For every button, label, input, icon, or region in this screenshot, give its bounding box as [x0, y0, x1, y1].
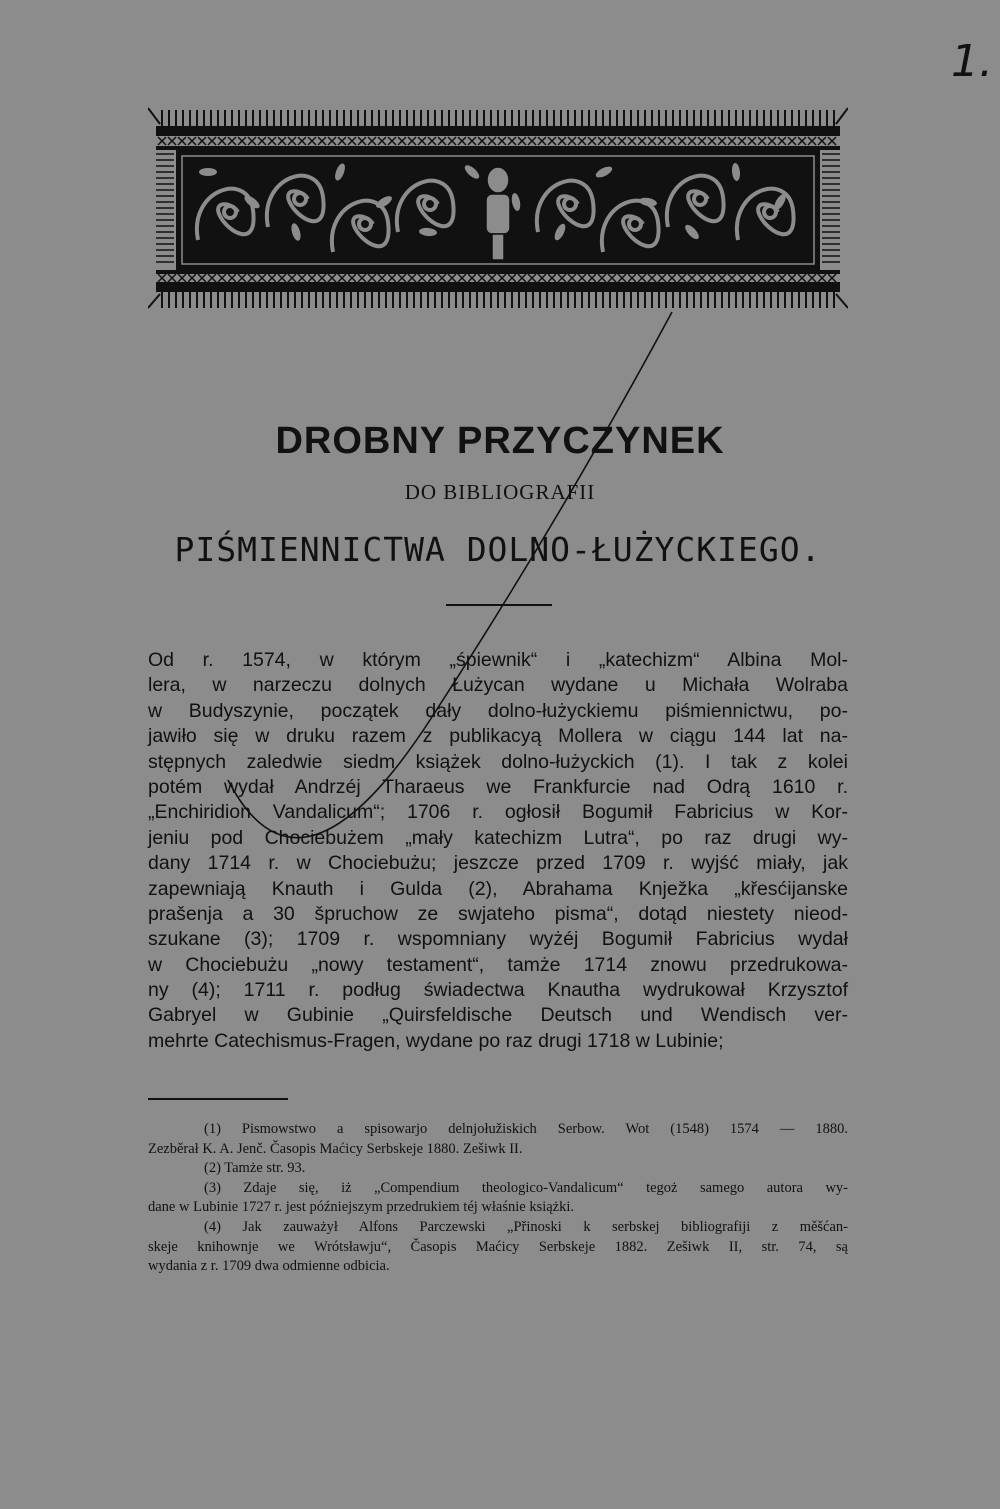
- body-line: lera, w narzeczu dolnych Łużycan wydane u Michała Wolraba: [148, 674, 848, 697]
- page-number: 1.: [951, 36, 993, 87]
- footnote-line: (2) Tamże str. 93.: [204, 1160, 306, 1177]
- title-line-three: PIŚMIENNICTWA DOLNO-ŁUŻYCKIEGO.: [174, 530, 822, 569]
- footnote-line: skeje knihownje we Wrótsławju“, Časopis Maćicy Serbskeje 1882. Zešiwk II, str. 74, są: [148, 1238, 848, 1255]
- ornamental-headpiece: [148, 102, 848, 314]
- body-line: prašenja a 30 špruchow ze swjateho pisma“, dotąd niestety nieod-: [148, 902, 848, 925]
- body-line: jawiło się w druku razem z publikacyą Mollera w ciągu 144 lat na-: [148, 725, 848, 748]
- footnote-line: Zezběrał K. A. Jenč. Časopis Maćicy Serbskeje 1880. Zešiwk II.: [148, 1140, 523, 1157]
- body-line: ny (4); 1711 r. podług świadectwa Knautha wydrukował Krzysztof: [148, 979, 848, 1002]
- body-line: „Enchiridion Vandalicum“; 1706 r. ogłosił Bogumił Fabricius w Kor-: [148, 801, 848, 824]
- title-divider: [446, 604, 552, 606]
- body-line: jeniu pod Chociebużem „mały katechizm Lutra“, po raz drugi wy-: [148, 826, 848, 849]
- body-line: dany 1714 r. w Chociebużu; jeszcze przed 1709 r. wyjść miały, jak: [148, 852, 848, 875]
- body-text: [148, 648, 848, 1054]
- body-line: szukane (3); 1709 r. wspomniany wyżéj Bogumił Fabricius wydał: [148, 928, 848, 951]
- body-line: stępnych zaledwie siedm książek dolno-łużyckich (1). I tak z kolei: [148, 750, 848, 773]
- footnote-line: (3) Zdaje się, iż „Compendium theologico-Vandalicum“ tegoż samego autora wy-: [204, 1179, 848, 1196]
- body-line: Od r. 1574, w którym „śpiewnik“ i „katechizm“ Albina Mol-: [148, 649, 848, 671]
- footnote-line: dane w Lubinie 1727 r. jest późniejszym przedrukiem téj właśnie książki.: [148, 1199, 575, 1216]
- footnote-divider: [148, 1098, 288, 1100]
- body-line: w Budyszynie, początek dały dolno-łużyckiemu piśmiennictwu, po-: [148, 699, 848, 722]
- body-line: mehrte Catechismus-Fragen, wydane po raz drugi 1718 w Lubinie;: [148, 1029, 724, 1052]
- footnotes: [148, 1120, 848, 1277]
- footnote-line: (4) Jak zauważył Alfons Parczewski „Přinoski k serbskej bibliografiji z měšćan-: [204, 1218, 848, 1235]
- subtitle: DO BIBLIOGRAFII: [404, 480, 596, 504]
- footnote-line: (1) Pismowstwo a spisowarjo delnjołužiskich Serbow. Wot (1548) 1574 — 1880.: [204, 1121, 848, 1137]
- body-line: zapewniają Knauth i Gulda (2), Abrahama Knježka „křesćijanske: [148, 877, 848, 900]
- body-line: w Chociebużu „nowy testament“, tamże 1714 znowu przedrukowa-: [148, 953, 848, 976]
- body-line: Gabryel w Gubinie „Quirsfeldische Deutsch und Wendisch ver-: [148, 1004, 848, 1027]
- footnote-line: wydania z r. 1709 dwa odmienne odbicia.: [148, 1258, 390, 1275]
- body-line: potém wydał Andrzéj Tharaeus we Frankfurcie nad Odrą 1610 r.: [148, 775, 848, 798]
- main-title: DROBNY PRZYCZYNEK: [275, 420, 725, 462]
